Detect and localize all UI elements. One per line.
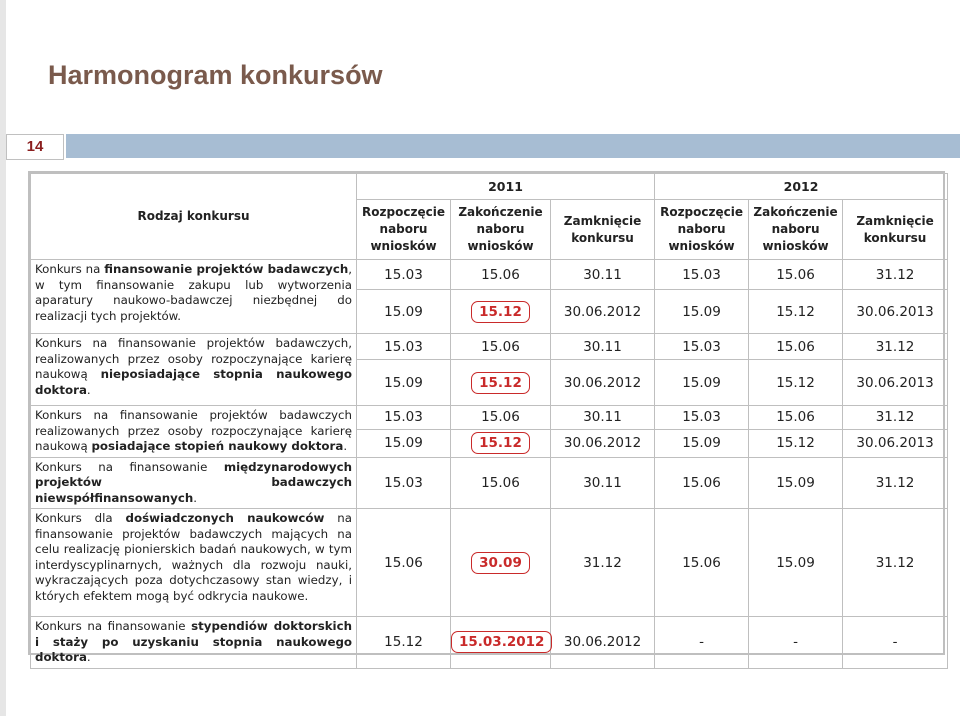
date-value: 30.06.2013 [856,435,934,452]
date-value: 30.06.2013 [856,374,934,391]
date-value: 30.06.2012 [563,303,642,320]
date-value: 15.03 [682,409,721,426]
date-value: 31.12 [875,266,915,283]
highlighted-date: 15.12 [471,372,530,394]
date-value: 31.12 [583,554,622,571]
date-cell [357,360,451,406]
description-text: Konkurs na finansowanie projektów badawczych, realizowanych przez osoby rozpoczynające karierę naukową [35,336,352,381]
date-cell [749,406,843,430]
column-header: Zamknięcie konkursu [843,200,948,260]
date-cell [655,406,749,430]
table-row [31,509,948,617]
description-text: Konkurs dla [35,511,126,525]
date-value: 15.06 [481,474,520,491]
date-value: 30.06.2012 [563,634,642,651]
date-cell [843,406,948,430]
date-value: 15.06 [682,474,721,491]
slide [6,0,960,716]
date-value: 30.06.2012 [563,435,642,452]
contest-type-description [31,509,357,617]
year-header: 2011 [357,174,655,200]
date-cell [655,617,749,669]
contest-type-description [31,334,357,406]
date-value: 15.09 [384,374,423,391]
date-cell [551,457,655,509]
date-cell [357,429,451,457]
highlighted-date: 15.12 [471,301,530,323]
description-text: . [86,650,91,664]
column-header: Rozpoczęcie naboru wniosków [357,200,451,260]
date-value: 15.09 [682,303,721,320]
column-header: Zakończenie naboru wniosków [451,200,551,260]
date-cell [451,617,551,669]
date-cell [551,360,655,406]
column-header: Rozpoczęcie naboru wniosków [655,200,749,260]
date-value: 31.12 [875,409,915,426]
description-bold-text: posiadające stopień naukowy doktora [91,439,344,453]
column-header: Zamknięcie konkursu [551,200,655,260]
date-value: 15.03 [384,409,423,426]
date-value: 30.06.2012 [563,374,642,391]
contest-type-description [31,617,357,669]
description-text: Konkurs na finansowanie projektów badawczych realizowanych przez osoby rozpoczynające karierę naukową [35,408,352,453]
date-cell [451,290,551,334]
description-bold-text: finansowanie projektów badawczych [104,262,349,276]
date-cell [551,617,655,669]
description-text: . [193,490,198,505]
date-cell [451,406,551,430]
contest-type-description [31,260,357,334]
header-row-years [31,174,948,200]
highlighted-date: 15.03.2012 [451,631,552,653]
date-value: 15.12 [776,435,815,452]
date-cell [551,406,655,430]
year-header: 2012 [655,174,948,200]
description-text: Konkurs na [35,262,105,276]
date-cell [451,360,551,406]
date-value: - [699,634,704,651]
date-cell [357,457,451,509]
date-cell [357,334,451,360]
date-value: 15.03 [384,474,423,491]
date-value: 30.11 [583,338,622,355]
date-cell [749,457,843,509]
date-value: 31.12 [875,338,915,355]
description-bold-text: międzynarodowych projektów badawczych niewspółfinansowanych [35,459,352,505]
date-cell [551,260,655,290]
date-cell [451,457,551,509]
date-value: 15.06 [682,554,721,571]
highlighted-date: 15.12 [471,432,530,454]
description-text: , w tym finansowanie zakupu lub wytworzenia aparatury naukowo-badawczej niezbędnej do realizacji tych projektów. [35,262,352,323]
date-cell [451,509,551,617]
date-cell [843,360,948,406]
date-value: 30.11 [583,409,622,426]
column-header-type: Rodzaj konkursu [31,174,357,260]
column-header: Zakończenie naboru wniosków [749,200,843,260]
date-cell [843,334,948,360]
date-cell [357,406,451,430]
date-cell [843,260,948,290]
table-row [31,617,948,669]
table-row [31,260,948,290]
description-bold-text: doświadczonych naukowców [125,511,325,525]
table-row [31,457,948,509]
date-cell [551,334,655,360]
date-cell [655,429,749,457]
description-text: Konkurs na finansowanie [35,459,224,474]
date-value: 15.03 [682,338,721,355]
date-cell [749,260,843,290]
date-value: 15.12 [776,303,815,320]
date-cell [357,509,451,617]
slide-number: 14 [6,134,64,160]
date-value: 15.06 [384,554,423,571]
page-title: Harmonogram konkursów [48,60,383,90]
date-cell [655,457,749,509]
highlighted-date: 30.09 [471,552,530,574]
date-value: - [793,634,798,651]
date-cell [655,290,749,334]
date-value: 30.11 [583,474,622,491]
date-value: 15.09 [384,435,423,452]
date-value: 15.12 [384,634,423,651]
description-text: na finansowanie projektów badawczych mających na celu realizację pionierskich badań naukowych, w tym interdyscyplinarnych, ważnych dla rozwoju nauki, wykraczających poza dotychczasowy stan wiedzy, i których efektem mogą być odkrycia naukowe. [35,511,352,603]
date-value: 15.12 [776,374,815,391]
date-value: 30.06.2013 [856,303,934,320]
description-text: Konkurs na finansowanie [35,619,192,633]
date-cell [749,429,843,457]
date-value: 15.09 [682,374,721,391]
contest-type-description [31,457,357,509]
date-value: 15.09 [384,303,423,320]
schedule-table-container [28,171,945,664]
description-text: . [343,439,348,453]
date-value: 15.06 [481,409,520,426]
date-value: 31.12 [875,474,915,491]
date-cell [749,509,843,617]
description-bold-text: nieposiadające stopnia naukowego [100,367,352,381]
date-cell [655,260,749,290]
contest-type-description [31,406,357,458]
date-cell [655,334,749,360]
schedule-table [30,173,948,669]
date-value: 30.11 [583,266,622,283]
date-value: 15.06 [776,266,815,283]
date-value: 15.03 [682,266,721,283]
date-cell [749,617,843,669]
date-cell [551,429,655,457]
description-bold-text: stypendiów doktorskich i staży po uzyskaniu stopnia naukowego doktora [35,619,352,664]
date-cell [843,429,948,457]
date-cell [749,290,843,334]
date-value: - [892,634,898,651]
date-value: 15.06 [481,338,520,355]
date-cell [357,617,451,669]
date-value: 15.09 [776,554,815,571]
date-cell [843,457,948,509]
table-row [31,334,948,360]
date-value: 15.06 [776,338,815,355]
date-cell [551,290,655,334]
table-row [31,406,948,430]
date-cell [357,260,451,290]
date-cell [749,334,843,360]
date-cell [655,360,749,406]
date-value: 15.06 [481,266,520,283]
date-cell [843,290,948,334]
date-cell [843,509,948,617]
date-cell [749,360,843,406]
date-cell [451,260,551,290]
description-text: . [86,382,91,397]
date-value: 31.12 [875,554,915,571]
header-bar [66,134,960,158]
description-bold-text: doktora [35,382,87,397]
date-value: 15.09 [682,435,721,452]
date-cell [655,509,749,617]
date-value: 15.03 [384,266,423,283]
date-cell [843,617,948,669]
date-value: 15.09 [776,474,815,491]
date-cell [451,334,551,360]
date-cell [551,509,655,617]
date-cell [451,429,551,457]
date-cell [357,290,451,334]
date-value: 15.03 [384,338,423,355]
date-value: 15.06 [776,409,815,426]
